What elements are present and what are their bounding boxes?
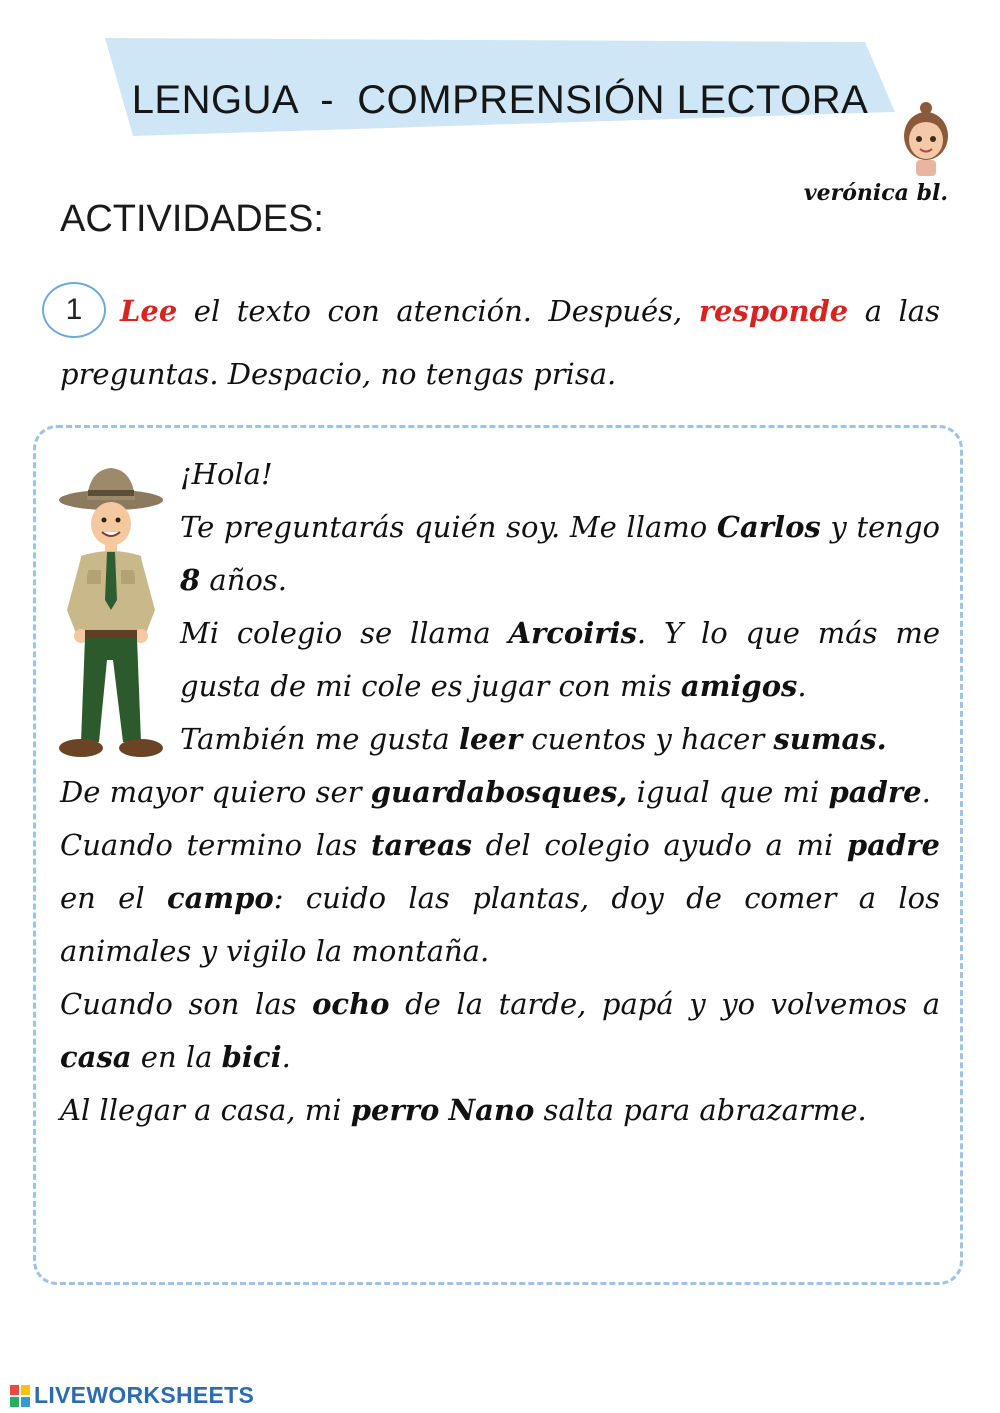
instruction-text: a las preguntas. Despacio, no tengas prisa.	[60, 294, 940, 391]
story-keyword: casa	[60, 1040, 132, 1074]
story-paragraph	[60, 819, 940, 978]
instruction-text: el texto con atención. Después,	[177, 294, 699, 328]
story-text-segment: Cuando son las	[60, 987, 313, 1021]
liveworksheets-logo-icon	[10, 1385, 30, 1407]
story-keyword: Arcoiris	[508, 616, 637, 650]
story-text-segment: ¡Hola!	[180, 457, 273, 491]
story-paragraph	[60, 1084, 940, 1137]
story-keyword: leer	[458, 722, 523, 756]
story-text-segment: . Y lo que más me gusta de mi cole es jugar con mis	[180, 616, 940, 703]
story-text-segment: Cuando termino las	[60, 828, 371, 862]
story-keyword: padre	[846, 828, 940, 862]
title-banner	[105, 38, 895, 138]
story-keyword: perro	[350, 1093, 440, 1127]
story-text-segment: igual que mi	[627, 775, 829, 809]
story-keyword: guardabosques,	[370, 775, 628, 809]
story-text-segment: cuentos y hacer	[522, 722, 774, 756]
story-keyword: amigos	[680, 669, 798, 703]
story-text	[60, 448, 940, 1137]
story-paragraph	[60, 766, 940, 819]
story-text-segment: de la tarde, papá y yo volvemos a	[389, 987, 940, 1021]
story-paragraph	[180, 501, 940, 607]
footer-brand	[10, 1382, 254, 1409]
story-text-segment: y tengo	[820, 510, 941, 544]
story-text-segment: años.	[200, 563, 287, 597]
instruction-verb-respond: responde	[698, 294, 849, 328]
story-paragraph	[180, 607, 940, 713]
page-title: LENGUA - COMPRENSIÓN LECTORA	[131, 78, 869, 122]
story-text-segment: Mi colegio se llama	[180, 616, 509, 650]
instruction-verb-read: Lee	[120, 294, 178, 328]
story-text-segment: .	[797, 669, 807, 703]
story-keyword: Nano	[448, 1093, 535, 1127]
story-keyword: padre	[828, 775, 922, 809]
author-signature: verónica bl.	[803, 180, 948, 206]
activity-instruction	[60, 280, 940, 406]
story-keyword: bici	[221, 1040, 282, 1074]
story-paragraph	[180, 448, 940, 501]
story-keyword: tareas	[370, 828, 472, 862]
story-text-segment: .	[921, 775, 931, 809]
section-title: ACTIVIDADES:	[60, 198, 324, 240]
story-text-segment: : cuido las plantas, doy de comer a los animales y vigilo la montaña.	[60, 881, 941, 968]
story-text-segment: Te preguntarás quién soy. Me llamo	[180, 510, 717, 544]
story-text-segment: en la	[131, 1040, 222, 1074]
story-keyword: campo	[166, 881, 274, 915]
story-keyword: ocho	[312, 987, 390, 1021]
story-text-segment: También me gusta	[180, 722, 459, 756]
footer-brand-text: LIVEWORKSHEETS	[34, 1382, 255, 1408]
story-keyword: sumas.	[773, 722, 887, 756]
story-keyword: Carlos	[716, 510, 821, 544]
story-text-segment: Al llegar a casa, mi	[60, 1093, 351, 1127]
activity-number: 1	[42, 282, 106, 338]
story-text-segment: del colegio ayudo a mi	[471, 828, 847, 862]
story-text-segment: .	[281, 1040, 291, 1074]
story-text-segment	[439, 1093, 448, 1127]
story-keyword: 8	[180, 563, 201, 597]
author-avatar-icon	[898, 100, 954, 180]
story-paragraph	[60, 978, 940, 1084]
story-paragraph	[180, 713, 940, 766]
story-text-segment: salta para abrazarme.	[534, 1093, 867, 1127]
story-text-segment: en el	[60, 881, 167, 915]
story-text-segment: De mayor quiero ser	[60, 775, 371, 809]
